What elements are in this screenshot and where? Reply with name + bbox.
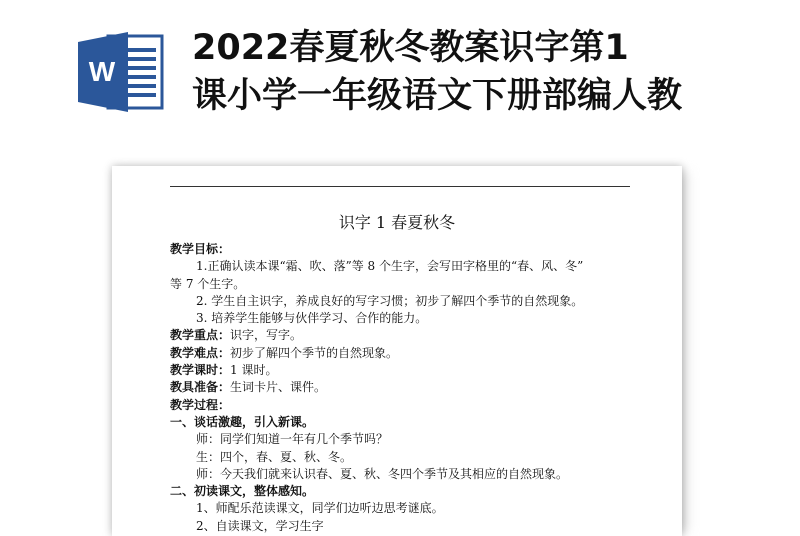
- process-heading: 教学过程：: [170, 397, 231, 412]
- banner: [0, 0, 800, 150]
- header-rule: [170, 186, 630, 187]
- step-1-teacher: 师：同学们知道一年有几个季节吗？: [196, 432, 389, 447]
- goal-3: 3. 培养学生能够与伙伴学习、合作的能力。: [196, 311, 428, 326]
- goal-2: 2. 学生自主识字，养成良好的写字习惯；初步了解四个季节的自然现象。: [196, 293, 584, 308]
- goal-1-line-1: 1.正确认读本课“霜、吹、落”等 8 个生字，会写田字格里的“春、风、冬”: [196, 259, 584, 274]
- step-2-item-1: 1、师配乐范读课文，同学们边听边思考谜底。: [196, 501, 444, 516]
- document-body: [170, 241, 640, 535]
- banner-title: [192, 24, 782, 120]
- difficulties-text: 初步了解四个季节的自然现象。: [230, 345, 399, 360]
- key-points-text: 识字，写字。: [230, 328, 303, 343]
- step-1-heading: 一、谈话激趣，引入新课。: [170, 414, 315, 429]
- banner-title-line-2: 课小学一年级语文下册部编人教: [192, 76, 683, 116]
- difficulties: [170, 345, 640, 362]
- goal-1-line-2: 等 7 个生字。: [170, 276, 246, 291]
- teaching-aids: [170, 379, 640, 396]
- goals-heading: 教学目标：: [170, 242, 231, 256]
- step-2-heading: 二、初读课文，整体感知。: [170, 484, 315, 499]
- key-points: [170, 327, 640, 344]
- class-hours-label: 教学课时：: [170, 363, 231, 378]
- document-page: [112, 166, 682, 536]
- step-1-student: 生：四个，春、夏、秋、冬。: [196, 449, 353, 464]
- step-2-item-2: 2、自读课文，学习生字: [196, 518, 324, 533]
- word-icon-letter: W: [88, 56, 116, 87]
- word-document-icon: [78, 30, 166, 114]
- teaching-aids-text: 生词卡片、课件。: [230, 380, 327, 395]
- banner-title-line-1: 2022春夏秋冬教案识字第1: [192, 28, 629, 68]
- key-points-label: 教学重点：: [170, 328, 231, 343]
- teaching-aids-label: 教具准备：: [170, 380, 231, 395]
- class-hours-text: 1 课时。: [230, 363, 278, 378]
- document-title: 识字 1 春夏秋冬: [338, 213, 456, 232]
- step-1-teacher-2: 师：今天我们就来认识春、夏、秋、冬四个季节及其相应的自然现象。: [196, 466, 569, 481]
- class-hours: [170, 362, 640, 379]
- difficulties-label: 教学难点：: [170, 345, 231, 360]
